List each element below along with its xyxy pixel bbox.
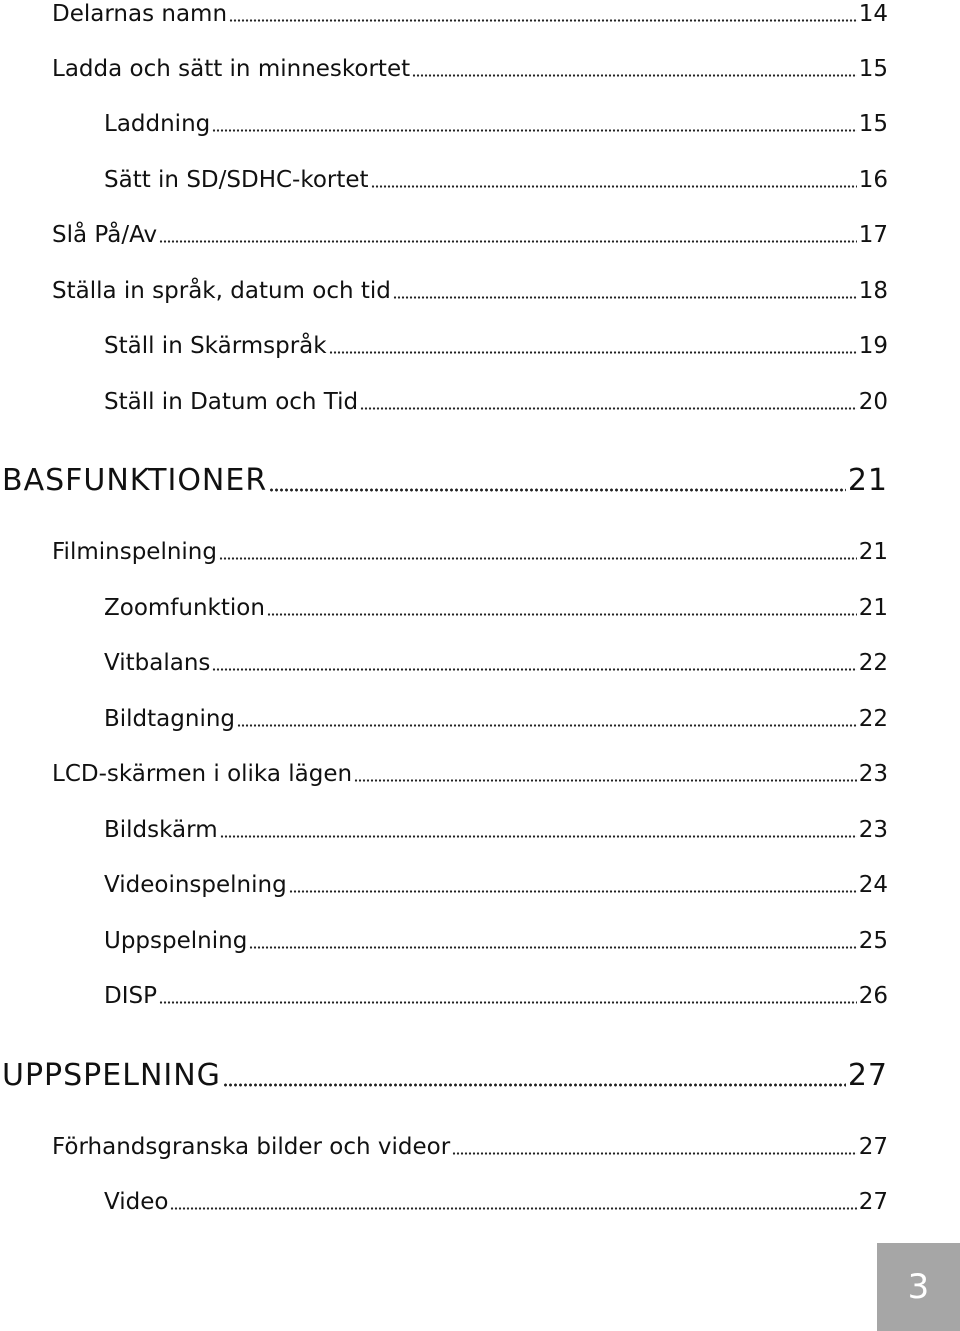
toc-entry-page: 27 xyxy=(858,1189,888,1215)
toc-entry-label: UPPSPELNING xyxy=(2,1058,221,1093)
toc-entry-page: 26 xyxy=(858,983,888,1009)
toc-entry-page: 17 xyxy=(858,222,888,248)
toc-section-heading[interactable] xyxy=(2,463,888,498)
dot-leader xyxy=(412,74,857,77)
dot-leader xyxy=(159,240,857,243)
toc-entry-page: 22 xyxy=(858,706,888,732)
dot-leader xyxy=(170,1207,856,1210)
toc-entry-page: 14 xyxy=(858,1,888,27)
toc-entry-page: 21 xyxy=(858,595,888,621)
toc-entry[interactable] xyxy=(52,761,888,787)
dot-leader xyxy=(229,19,857,22)
toc-entry-page: 16 xyxy=(858,167,888,193)
toc-entry-page: 21 xyxy=(847,463,888,498)
toc-entry-label: Bildtagning xyxy=(104,706,236,732)
toc-entry-page: 19 xyxy=(858,333,888,359)
toc-entry-page: 20 xyxy=(858,389,888,415)
toc-entry-label: Sätt in SD/SDHC-kortet xyxy=(104,167,369,193)
dot-leader xyxy=(220,835,857,838)
toc-entry[interactable] xyxy=(104,817,888,843)
toc-entry-page: 15 xyxy=(858,56,888,82)
toc-entry[interactable] xyxy=(104,333,888,359)
toc-entry[interactable] xyxy=(104,928,888,954)
dot-leader xyxy=(354,779,857,782)
page-number: 3 xyxy=(907,1267,930,1307)
toc-entry[interactable] xyxy=(52,1134,888,1160)
toc-entry[interactable] xyxy=(52,56,888,82)
toc-entry-page: 15 xyxy=(858,111,888,137)
toc-entry-label: Bildskärm xyxy=(104,817,218,843)
dot-leader xyxy=(237,724,857,727)
toc-entry[interactable] xyxy=(52,222,888,248)
toc-entry-page: 21 xyxy=(858,539,888,565)
dot-leader xyxy=(212,668,856,671)
toc-entry-page: 23 xyxy=(858,817,888,843)
toc-entry-label: BASFUNKTIONER xyxy=(2,463,268,498)
toc-entry-label: Video xyxy=(104,1189,169,1215)
toc-entry[interactable] xyxy=(104,595,888,621)
toc-entry-label: Ställa in språk, datum och tid xyxy=(52,278,391,304)
toc-entry-label: DISP xyxy=(104,983,157,1009)
dot-leader xyxy=(289,890,857,893)
toc-entry[interactable] xyxy=(104,650,888,676)
toc-entry-page: 27 xyxy=(858,1134,888,1160)
toc-entry-page: 23 xyxy=(858,761,888,787)
dot-leader xyxy=(212,129,856,132)
dot-leader xyxy=(452,1152,857,1155)
toc-entry-label: Slå På/Av xyxy=(52,222,158,248)
toc-entry-label: Zoomfunktion xyxy=(104,595,265,621)
toc-entry[interactable] xyxy=(52,278,888,304)
toc-entry-label: Ladda och sätt in minneskortet xyxy=(52,56,411,82)
toc-entry-label: Laddning xyxy=(104,111,211,137)
toc-entry[interactable] xyxy=(104,167,888,193)
toc-entry-page: 22 xyxy=(858,650,888,676)
toc-entry[interactable] xyxy=(104,983,888,1009)
toc-entry[interactable] xyxy=(104,706,888,732)
dot-leader xyxy=(269,488,846,492)
toc-entry[interactable] xyxy=(104,872,888,898)
toc-entry-page: 27 xyxy=(847,1058,888,1093)
toc-entry-label: Filminspelning xyxy=(52,539,217,565)
dot-leader xyxy=(267,613,857,616)
toc-entry[interactable] xyxy=(52,1,888,27)
toc-entry-page: 24 xyxy=(858,872,888,898)
toc-section-heading[interactable] xyxy=(2,1058,888,1093)
toc-entry-label: Videoinspelning xyxy=(104,872,287,898)
toc-entry-label: Uppspelning xyxy=(104,928,248,954)
dot-leader xyxy=(329,351,857,354)
dot-leader xyxy=(249,946,856,949)
toc-entry-label: Ställ in Datum och Tid xyxy=(104,389,359,415)
toc-entry-label: Vitbalans xyxy=(104,650,211,676)
dot-leader xyxy=(219,557,857,560)
dot-leader xyxy=(360,407,857,410)
toc-entry-page: 25 xyxy=(858,928,888,954)
toc-entry-label: Förhandsgranska bilder och videor xyxy=(52,1134,451,1160)
page-number-tab xyxy=(877,1243,960,1331)
dot-leader xyxy=(393,296,857,299)
toc-entry-label: Delarnas namn xyxy=(52,1,228,27)
dot-leader xyxy=(159,1001,857,1004)
toc-entry-label: Ställ in Skärmspråk xyxy=(104,333,327,359)
toc-entry[interactable] xyxy=(104,389,888,415)
dot-leader xyxy=(371,185,857,188)
toc-entry[interactable] xyxy=(104,1189,888,1215)
toc-entry-page: 18 xyxy=(858,278,888,304)
toc-entry[interactable] xyxy=(104,111,888,137)
toc-entry[interactable] xyxy=(52,539,888,565)
toc-entry-label: LCD-skärmen i olika lägen xyxy=(52,761,353,787)
dot-leader xyxy=(223,1083,846,1087)
